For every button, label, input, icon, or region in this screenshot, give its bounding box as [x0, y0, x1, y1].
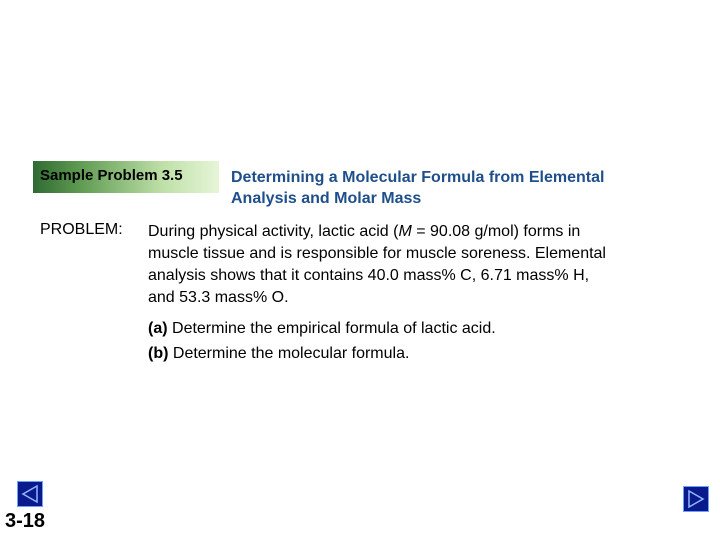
problem-label: PROBLEM:: [40, 221, 123, 238]
slide-number: 3-18: [5, 510, 46, 532]
part-a-tag: (a): [148, 320, 168, 337]
problem-title: [231, 167, 604, 209]
problem-statement: [148, 221, 606, 309]
next-slide-button[interactable]: [683, 486, 709, 512]
part-b-text: Determine the molecular formula.: [168, 345, 410, 362]
problem-line-4: and 53.3 mass% O.: [148, 289, 289, 306]
problem-title-line-2: Analysis and Molar Mass: [231, 190, 422, 207]
part-b: [148, 341, 496, 366]
previous-slide-button[interactable]: [17, 481, 43, 507]
problem-line-1: During physical activity, lactic acid (M = 90.08 g/mol) forms in: [148, 223, 581, 240]
problem-title-line-1: Determining a Molecular Formula from Elemental: [231, 169, 605, 186]
part-b-tag: (b): [148, 345, 169, 362]
part-a: [148, 316, 496, 341]
right-arrow-icon: [684, 487, 708, 511]
part-a-text: Determine the empirical formula of lactic acid.: [167, 320, 496, 337]
problem-line-3: analysis shows that it contains 40.0 mass% C, 6.71 mass% H,: [148, 267, 590, 284]
problem-parts: [148, 316, 496, 366]
left-arrow-icon: [18, 482, 42, 506]
sample-problem-label: Sample Problem 3.5: [40, 167, 183, 184]
problem-line-2: muscle tissue and is responsible for muscle soreness. Elemental: [148, 245, 606, 262]
